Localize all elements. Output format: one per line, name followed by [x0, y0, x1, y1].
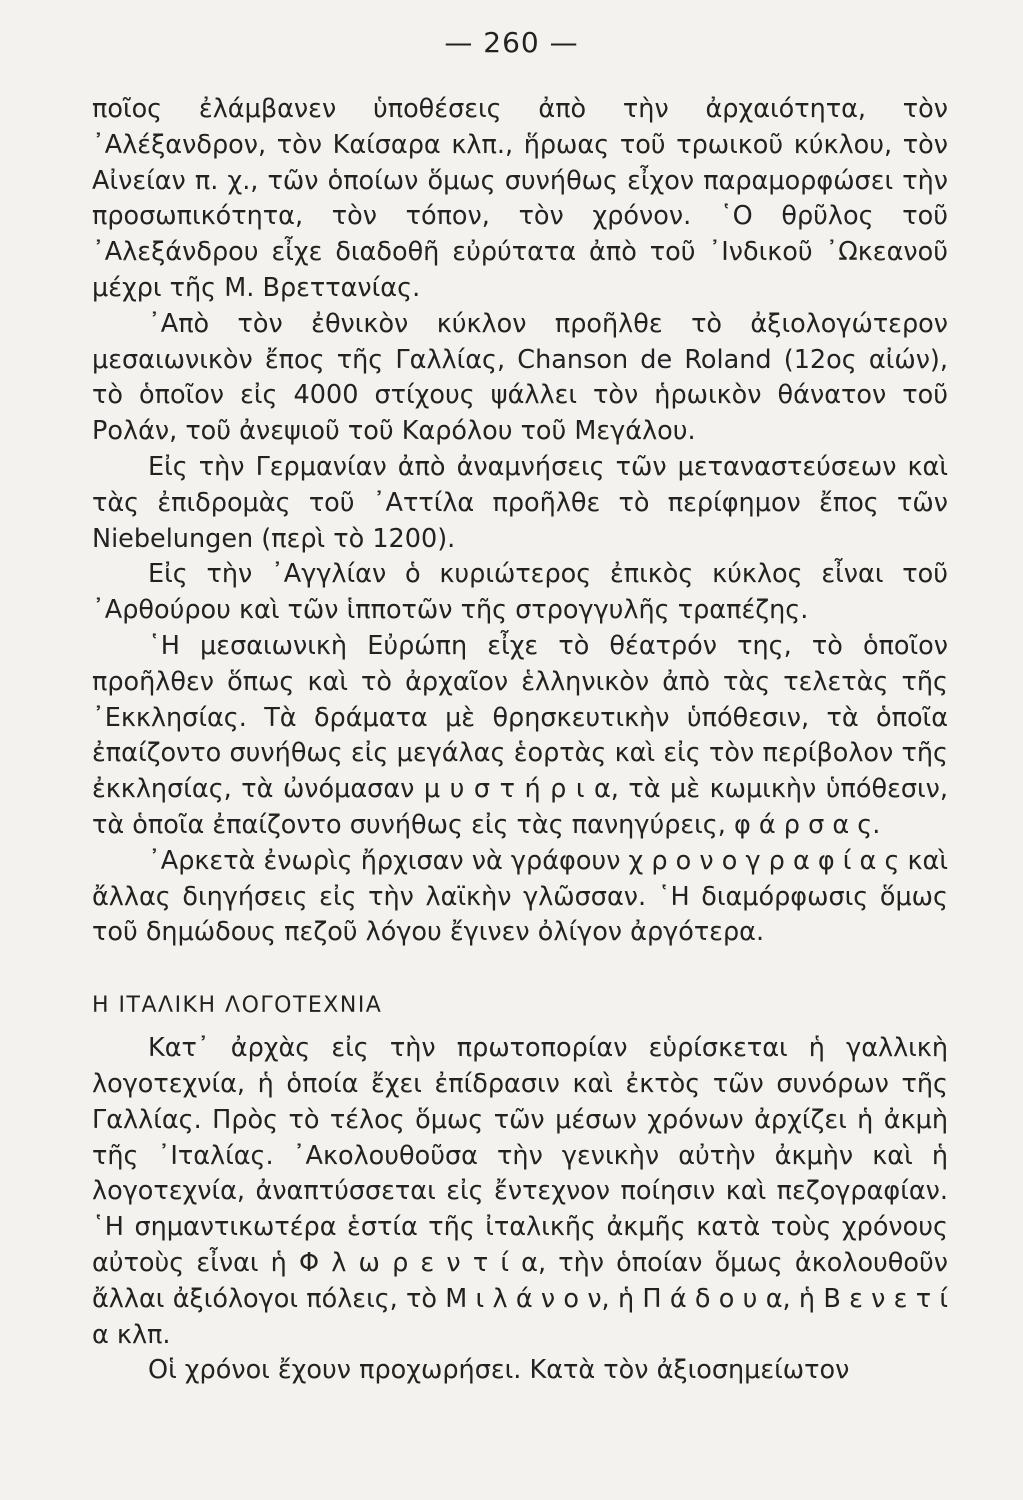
- section-heading: Η ΙΤΑΛΙΚΗ ΛΟΓΟΤΕΧΝΙΑ: [92, 993, 383, 1019]
- paragraph: Κατ᾿ ἀρχὰς εἰς τὴν πρωτοπορίαν εὑρίσκεται ἡ γαλλικὴ λογοτεχνία, ἡ ὁποία ἔχει ἐπίδρασιν καὶ ἐκτὸς τῶν συνόρων τῆς Γαλλίας. Πρὸς τὸ τέλος ὅμως τῶν μέσων χρόνων ἀρχίζει ἡ ἀκμὴ τῆς ᾿Ιταλίας. ᾿Ακολουθοῦσα τὴν γενικὴν αὐτὴν ἀκμὴν καὶ ἡ λογοτεχνία, ἀναπτύσσεται εἰς ἔντεχνον ποίησιν καὶ πεζογραφίαν. ῾Η σημαντικωτέρα ἑστία τῆς ἰταλικῆς ἀκμῆς κατὰ τοὺς χρόνους αὐτοὺς εἶναι ἡ Φ λ ω ρ ε ν τ ί α, τὴν ὁποίαν ὅμως ἀκολουθοῦν ἄλλαι ἀξιόλογοι πόλεις, τὸ Μ ι λ ά ν ο ν, ἡ Π ά δ ο υ α, ἡ Β ε ν ε τ ί α κλπ.: [92, 1033, 948, 1350]
- paragraph: ῾Η μεσαιωνικὴ Εὐρώπη εἶχε τὸ θέατρόν της, τὸ ὁποῖον προῆλθεν ὅπως καὶ τὸ ἀρχαῖον ἑλληνικὸν ἀπὸ τὰς τελετὰς τῆς ᾿Εκκλησίας. Τὰ δράματα μὲ θρησκευτικὴν ὑπόθεσιν, τὰ ὁποῖα ἐπαίζοντο συνήθως εἰς μεγάλας ἑορτὰς καὶ εἰς τὸν περίβολον τῆς ἐκκλησίας, τὰ ὠνόμασαν μ υ σ τ ή ρ ι α, τὰ μὲ κωμικὴν ὑπόθεσιν, τὰ ὁποῖα ἐπαίζοντο συνήθως εἰς τὰς πανηγύρεις, φ ά ρ σ α ς.: [92, 630, 948, 840]
- paragraph: ᾿Αρκετὰ ἐνωρὶς ἤρχισαν νὰ γράφουν χ ρ ο ν ο γ ρ α φ ί α ς καὶ ἄλλας διηγήσεις εἰς τὴν λαϊκὴν γλῶσσαν. ῾Η διαμόρφωσις ὅμως τοῦ δημώδους πεζοῦ λόγου ἔγινεν ὀλίγον ἀργότερα.: [92, 845, 948, 948]
- paragraph: Εἰς τὴν Γερμανίαν ἀπὸ ἀναμνήσεις τῶν μεταναστεύσεων καὶ τὰς ἐπιδρομὰς τοῦ ᾿Αττίλα προῆλθε τὸ περίφημον ἔπος τῶν Niebelungen (περὶ τὸ 1200).: [92, 451, 948, 554]
- page-number: — 260 —: [444, 26, 579, 59]
- body-text: [92, 92, 948, 1389]
- paragraph: Οἱ χρόνοι ἔχουν προχωρήσει. Κατὰ τὸν ἀξιοσημείωτον: [148, 1355, 850, 1386]
- paragraph: ποῖος ἐλάμβανεν ὑποθέσεις ἀπὸ τὴν ἀρχαιότητα, τὸν ᾿Αλέξανδρον, τὸν Καίσαρα κλπ., ἥρωας τοῦ τρωικοῦ κύκλου, τὸν Αἰνείαν π. χ., τῶν ὁποίων ὅμως συνήθως εἶχον παραμορφώσει τὴν προσωπικότητα, τὸν τόπον, τὸν χρόνον. ῾Ο θρῦλος τοῦ ᾿Αλεξάνδρου εἶχε διαδοθῆ εὐρύτατα ἀπὸ τοῦ ᾿Ινδικοῦ ᾿Ωκεανοῦ μέχρι τῆς Μ. Βρεττανίας.: [92, 94, 948, 303]
- paragraph: Εἰς τὴν ᾿Αγγλίαν ὁ κυριώτερος ἐπικὸς κύκλος εἶναι τοῦ ᾿Αρθούρου καὶ τῶν ἱπποτῶν τῆς στρογγυλῆς τραπέζης.: [92, 559, 948, 626]
- paragraph: ᾿Απὸ τὸν ἐθνικὸν κύκλον προῆλθε τὸ ἀξιολογώτερον μεσαιωνικὸν ἔπος τῆς Γαλλίας, Chanson de Roland (12ος αἰών), τὸ ὁποῖον εἰς 4000 στίχους ψάλλει τὸν ἡρωικὸν θάνατον τοῦ Ρολάν, τοῦ ἀνεψιοῦ τοῦ Καρόλου τοῦ Μεγάλου.: [92, 308, 948, 447]
